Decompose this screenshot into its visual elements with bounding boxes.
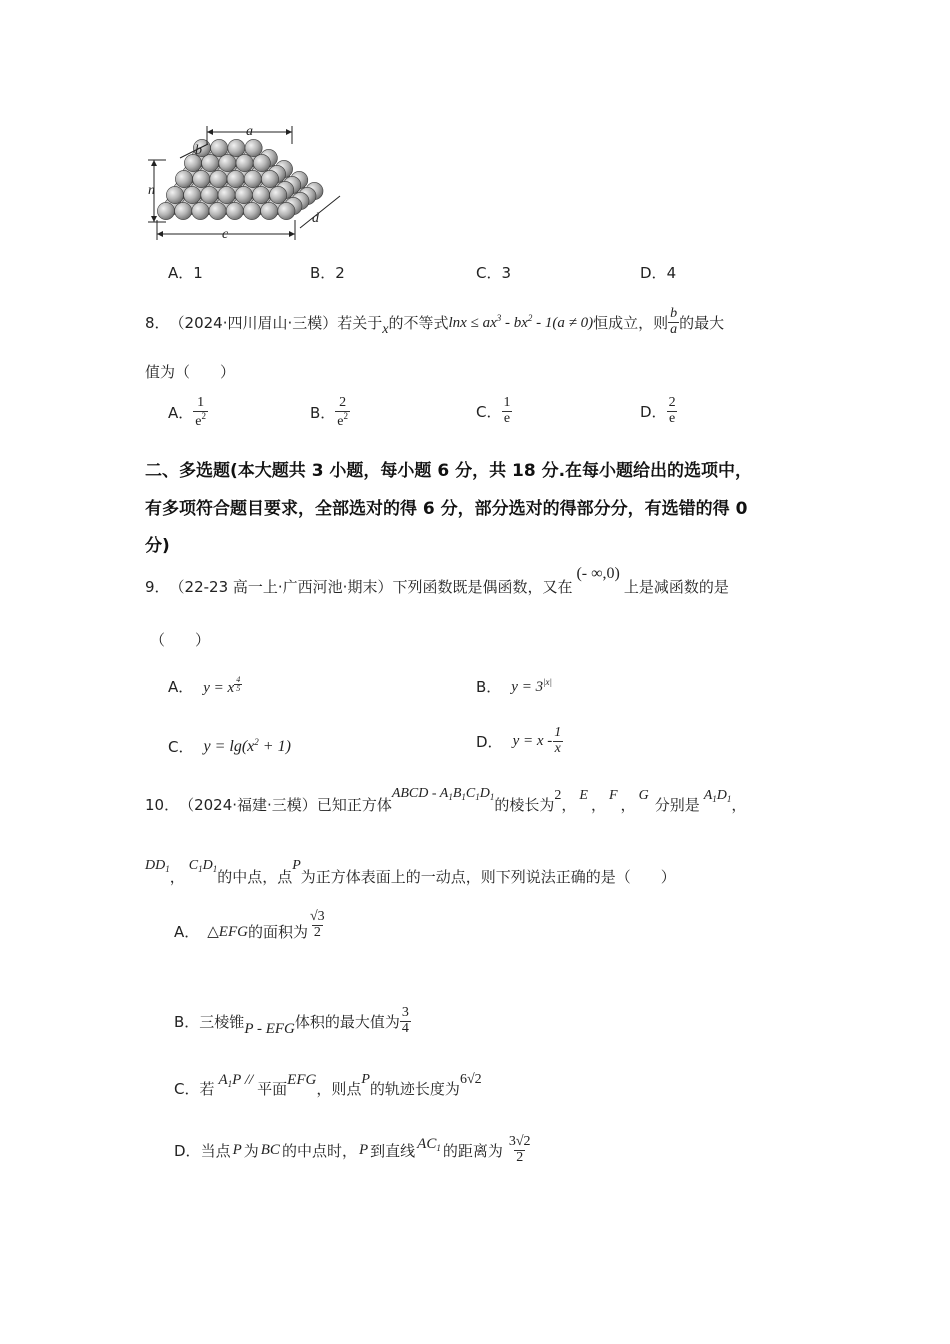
q10-number: 10．: [145, 795, 180, 814]
q10-option-c[interactable]: C． 若 $A_1P$ // 平面 EFG ，则点 P 的轨迹长度为 6√2: [174, 1071, 482, 1098]
sphere: [270, 186, 287, 203]
sphere: [175, 170, 192, 187]
q9-option-d[interactable]: D． y = x - $\frac{1}{x}$: [476, 725, 562, 756]
q9-option-c[interactable]: C． $y = \lg(x^2 + 1)$: [168, 737, 291, 756]
q9-option-a[interactable]: A． y = x $\frac{4}{5}$: [168, 675, 241, 696]
sphere: [243, 202, 260, 219]
q7-option-a[interactable]: A．1: [168, 264, 203, 282]
q10-stem-line2: $DD_1$ ， $C_1D_1$ 的中点，点 P 为正方体表面上的一动点，则下列说法正确的是（ ）: [145, 858, 676, 886]
sphere: [210, 170, 227, 187]
q8-stem-line2: 值为（ ）: [145, 363, 236, 381]
sphere: [261, 170, 278, 187]
q10-option-d[interactable]: D． 当点 P 为 BC 的中点时， P 到直线 $AC_1$ 的距离为 $\frac{3√2}{2}$: [174, 1133, 531, 1165]
q7-option-d[interactable]: D．4: [640, 264, 677, 282]
q8-stem: 8． （2024·四川眉山·三模） 若关于 x 的不等式 $\ln x \le ax^3 - bx^2 - 1(a \ne 0)$ 恒成立，则 $\frac{b}{a}$ 的最大: [145, 305, 725, 337]
q7-option-c[interactable]: C．3: [476, 264, 512, 282]
sphere: [261, 202, 278, 219]
label-a: a: [246, 124, 253, 139]
sphere-stack-diagram: [140, 118, 360, 246]
sphere: [193, 170, 210, 187]
sphere: [211, 139, 228, 156]
section-heading-line2: 有多项符合题目要求，全部选对的得 6 分，部分选对的得部分分，有选错的得 0: [145, 499, 748, 519]
q9-source: （22-23 高一上·广西河池·期末）: [169, 577, 393, 596]
section-heading-line1: 二、多选题(本大题共 3 小题，每小题 6 分，共 18 分.在每小题给出的选项中，: [145, 461, 753, 481]
sphere: [228, 139, 245, 156]
q10-stem: 10． （2024·福建·三模） 已知正方体 ABCD - $A_1B_1C_1D_1$ 的棱长为 2 ， E ， F ， G 分别是 $A_1D_1$ ，: [145, 786, 747, 814]
q8-option-b[interactable]: B． $\frac{2}{e^2}$: [310, 395, 349, 429]
q10-option-a[interactable]: A． △EFG 的面积为 $\frac{√3}{2}$: [174, 909, 325, 941]
sphere: [192, 202, 209, 219]
sphere: [184, 186, 201, 203]
q10-option-b[interactable]: B． 三棱锥 P - EFG 体积的最大值为 $\frac{3}{4}$: [174, 1005, 409, 1037]
sphere: [227, 170, 244, 187]
q8-option-d[interactable]: D． $\frac{2}{e}$: [640, 395, 676, 426]
sphere: [245, 139, 262, 156]
sphere: [201, 186, 218, 203]
q9-stem-line2: （ ）: [150, 631, 211, 649]
q8-source: （2024·四川眉山·三模）: [169, 313, 338, 332]
q9-option-b[interactable]: B． $y = 3^{|x|}$: [476, 677, 553, 696]
sphere: [252, 186, 269, 203]
q9-interval: (- ∞,0): [576, 565, 620, 582]
sphere: [235, 186, 252, 203]
sphere: [218, 186, 235, 203]
q9-number: 9．: [145, 577, 170, 596]
q8-fraction-b-over-a: $\frac{b}{a}$: [670, 305, 678, 337]
q8-option-a[interactable]: A． $\frac{1}{e^2}$: [168, 395, 206, 429]
sphere: [244, 170, 261, 187]
sphere: [209, 202, 226, 219]
sphere: [236, 154, 253, 171]
sphere: [202, 154, 219, 171]
sphere: [253, 154, 270, 171]
label-c: c: [222, 227, 229, 242]
q10-source: （2024·福建·三模）: [179, 795, 317, 814]
q8-number: 8．: [145, 313, 170, 332]
sphere: [219, 154, 236, 171]
sphere: [157, 202, 174, 219]
label-d: d: [312, 211, 319, 226]
label-b: b: [195, 143, 202, 158]
sphere: [166, 186, 183, 203]
q7-option-b[interactable]: B．2: [310, 264, 345, 282]
sphere: [278, 202, 295, 219]
q8-inequality: $\ln x \le ax^3 - bx^2 - 1(a \ne 0)$: [448, 312, 594, 331]
q9-stem: 9． （22-23 高一上·广西河池·期末） 下列函数既是偶函数，又在 (- ∞,0) 上是减函数的是: [145, 565, 729, 596]
sphere-stack-figure: [140, 118, 360, 246]
q8-option-c[interactable]: C． $\frac{1}{e}$: [476, 395, 511, 426]
q10-cube: ABCD - $A_1B_1C_1D_1$: [391, 786, 495, 802]
sphere: [226, 202, 243, 219]
section-heading-line3: 分): [145, 536, 170, 556]
sphere: [175, 202, 192, 219]
label-n: n: [148, 183, 155, 198]
